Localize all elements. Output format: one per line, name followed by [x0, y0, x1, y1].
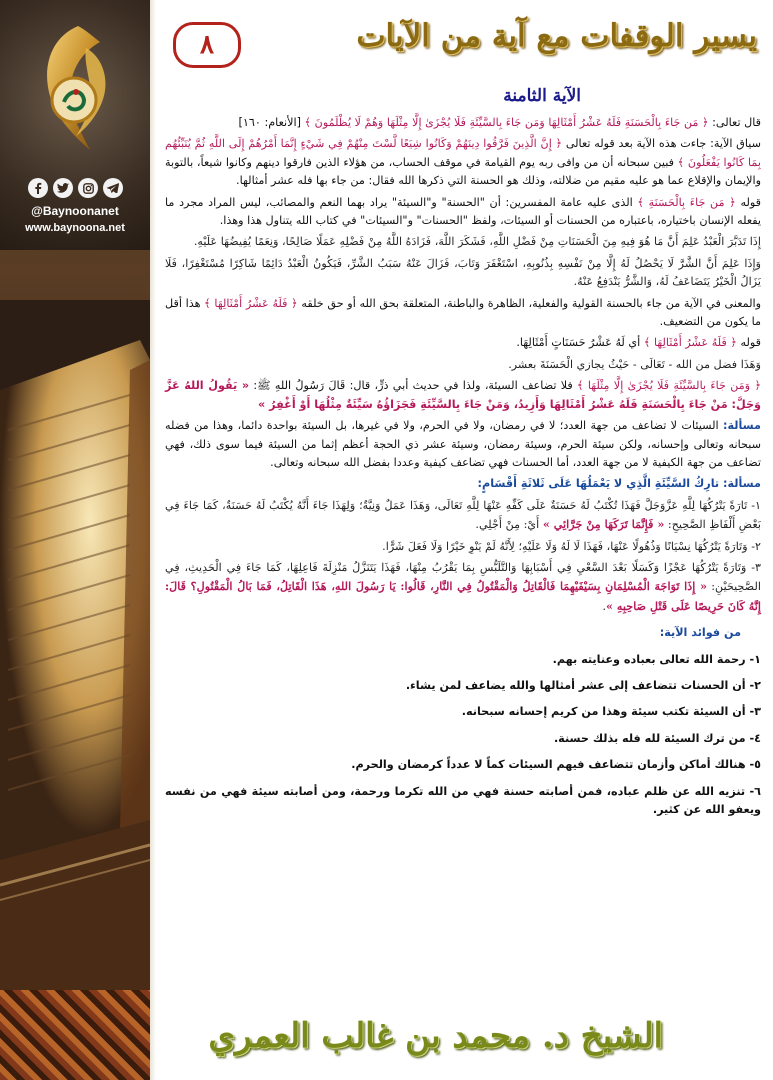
telegram-icon[interactable]: [103, 178, 123, 198]
text: قال تعالى:: [708, 116, 761, 129]
paragraph: إِذَا تَدَبَّرَ الْعَبْدُ عَلِمَ أَنَّ مَا هُوَ فِيهِ مِنَ الْحَسَنَاتِ مِنْ فَضْلِ اللَّهِ، فَشَكَرَ اللَّهَ، فَزَادَهُ اللَّهُ مِنْ فَضْلِهِ عَمَلًا صَالِحًا، وَنِعَمًا يُفِيضُهَا عَلَيْهِ.: [193, 235, 761, 249]
paragraph: [165, 497, 761, 535]
text: أَيْ: مِنْ أَجْلِي.: [475, 518, 543, 532]
website-link[interactable]: www.baynoona.net: [25, 222, 125, 234]
paragraph: [165, 417, 761, 472]
article-body: [165, 114, 761, 827]
subtitle: الآية الثامنة: [503, 86, 581, 106]
paragraph: وَإِذَا عَلِمَ أَنَّ الشَّرَّ لَا يَحْصُلُ لَهُ إِلَّا مِنْ نَفْسِهِ بِذُنُوبِهِ، اسْتَغْفَرَ وَتَابَ، فَزَالَ عَنْهُ سَبَبُ الشَّرِّ، فَيَكُونُ الْعَبْدُ دَائِمًا شَاكِرًا مُسْتَغْفِرًا، فَلَا يَزَالُ الْخَيْرُ يَتَضَاعَفُ لَهُ، وَالشَّرُّ يَنْدَفِعُ عَنْهُ.: [165, 256, 761, 289]
verse: ﴿ وَمَن جَاءَ بِالسَّيِّئَةِ فَلَا يُجْزَىٰ إِلَّا مِثْلَهَا ﴾: [577, 379, 762, 393]
text: قوله: [736, 336, 761, 350]
list-item: ٦- تنزيه الله عن ظلم عباده، فمن أصابته حسنة فهي من الله تكرما ورحمة، ومن أصابته سيئة فهي من نفسه ويعفو الله عن كثير.: [165, 784, 761, 816]
text: أي لَهُ عَشْرُ حَسَنَاتٍ أَمْثَالِهَا.: [516, 336, 644, 350]
baynoona-logo: [30, 18, 118, 158]
text: ١- تَارَةً يَتْرُكُهَا لِلَّهِ عَزَّوَجَلَّ فَهَذَا تُكْتَبُ لَهُ حَسَنَةٌ عَلَى كَفِّهِ عَنْهَا لِلَّهِ تَعَالَى، وَهَذَا عَمَلٌ وَنِيَّةٌ؛ وَلِهَذَا جَاءَ أَنَّهُ يُكْتَبُ لَهُ حَسَنَةٌ، كَمَا جَاءَ فِي بَعْضِ أَلْفَاظِ الصَّحِيحِ:: [165, 498, 761, 532]
paragraph: [165, 135, 761, 190]
verse: ﴿ مَن جَاءَ بِالْحَسَنَةِ ﴾: [637, 195, 736, 209]
verse: ﴿ إِنَّ الَّذِينَ فَرَّقُوا دِينَهُمْ وَكَانُوا شِيَعًا لَّسْتَ مِنْهُمْ فِي شَيْءٍ إِنَّمَا أَمْرُهُمْ إِلَى اللَّهِ ثُمَّ يُنَبِّئُهُم بِمَا كَانُوا يَفْعَلُونَ ﴾: [165, 137, 761, 169]
open-book-image: [0, 300, 150, 1000]
text: فلا تضاعف السيئة، ولذا في حديث أبي ذرٍّ، قال: قَالَ رَسُولُ اللهِ ﷺ:: [253, 379, 578, 393]
author-signature: الشيخ د. محمد بن غالب العمري: [208, 1016, 663, 1056]
sidebar: [0, 0, 150, 1080]
instagram-icon[interactable]: [78, 178, 98, 198]
twitter-icon[interactable]: [53, 178, 73, 198]
paragraph: [165, 295, 761, 332]
issue-label: مسألة:: [723, 419, 761, 433]
verse: ﴿ مَن جَاءَ بِالْحَسَنَةِ فَلَهُ عَشْرُ أَمْثَالِهَا وَمَن جَاءَ بِالسَّيِّئَةِ فَلَا يُجْزَىٰ إِلَّا مِثْلَهَا وَهُمْ لَا يُظْلَمُونَ ﴾: [304, 116, 709, 129]
verse-reference: [الأنعام: ١٦٠]: [238, 116, 305, 129]
main-content: [156, 0, 773, 1080]
facebook-icon[interactable]: [28, 178, 48, 198]
paragraph: [165, 377, 761, 414]
episode-number-badge: [173, 22, 241, 68]
verse: ﴿ فَلَهُ عَشْرُ أَمْثَالِهَا ﴾: [643, 336, 737, 350]
list-item: ٥- هنالك أماكن وأزمان تتضاعف فيهم السيئات كماً لا عدداً كرمضان والحرم.: [351, 758, 761, 772]
paragraph: [165, 114, 761, 132]
paragraph: وَهَذَا فضل من الله - تَعَالَى - حَيْثُ يجازي الْحَسَنَةَ بعشر.: [508, 357, 761, 371]
text: قوله: [735, 195, 762, 209]
carpet-pattern: [0, 990, 150, 1080]
benefits-heading: من فوائد الآية:: [659, 626, 741, 640]
text: .: [602, 599, 607, 613]
section-heading: مسألة: تارِكُ السَّيِّئَةِ الَّذِي لا يَعْمَلُهَا عَلَى ثَلاثَةِ أَقْسَامٍ:: [477, 477, 761, 491]
social-icons: [28, 178, 123, 198]
text: الذى عليه عامة المفسرين: أن "الحسنة" و"السيئة" يراد بهما النعم والمصائب، ليس المراد مجرد ما يفعله الإنسان باختياره، باعتباره من الحسنات أو السيئات، ولفظ "الحسنات" و"السيئات" في كتاب الله يتناول هذا وهذا.: [165, 195, 761, 228]
text: سياق الآية: جاءت هذه الآية بعد قوله تعالى: [562, 137, 761, 151]
paragraph: [165, 334, 761, 352]
verse: ﴿ فَلَهُ عَشْرُ أَمْثَالِهَا ﴾: [204, 296, 298, 310]
list-item: ٣- أن السيئة تكتب سيئة وهذا من كريم إحسانه سبحانه.: [461, 705, 761, 719]
list-item: ٤- من ترك السيئة لله فله بذلك حسنة.: [553, 731, 761, 745]
text: السيئات لا تضاعف من جهة العدد؛ لا في رمضان، ولا في الحرم، ولا في غيرها، بل السيئة بواحدة دائما، وهذا من فضله سبحانه وتعالى وإحسانه، ولكن سيئة الحرم، وسيئة رمضان، وسيئة عشر ذي الحجة أعظم إثما من السيئة فيما سوى ذلك، فهي تضاعف من جهة الكيفية لا من جهة العدد، أما الحسنات فهي تضاعف كيفية وعددا بفضل الله سبحانه وتعالى.: [165, 419, 761, 469]
paragraph: [165, 194, 761, 231]
paragraph: [165, 559, 761, 616]
text: والمعنى في الآية من جاء بالحسنة القولية والفعلية، الظاهرة والباطنة، المتعلقة بحق الله أو حق خلقه: [297, 296, 762, 310]
text: هذا أقل ما يكون من التضعيف.: [165, 296, 761, 329]
hadith: « يَقُولُ اللهُ عَزَّ وَجَلَّ: مَنْ جَاءَ بِالْحَسَنَةِ فَلَهُ عَشْرُ أَمْثَالِهَا وَأَزِيدُ، وَمَنْ جَاءَ بِالسَّيِّئَةِ فَجَزَاؤُهُ سَيِّئَةٌ مِثْلُهَا أَوْ أَغْفِرُ »: [165, 379, 761, 411]
list-item: ٢- أن الحسنات تتضاعف إلى عشر أمثالها والله يضاعف لمن يشاء.: [405, 678, 761, 692]
episode-number: ٨: [200, 30, 214, 60]
hadith: « فَإِنَّمَا تَرَكَهَا مِنْ جَرَّائِي »: [542, 517, 665, 532]
list-item: ١- رحمة الله تعالى بعباده وعنايته بهم.: [552, 652, 761, 666]
paragraph: ٢- وَتَارَةً يَتْرُكُهَا نِسْيَانًا وَذُهُولًا عَنْهَا، فَهَذَا لَا لَهُ وَلَا عَلَيْهِ؛ لِأَنَّهُ لَمْ يَنْوِ خَيْرًا وَلَا فَعَلَ شَرًّا.: [382, 539, 761, 553]
header: [167, 14, 757, 74]
hadith: « إِذَا تَوَاجَهَ الْمُسْلِمَانِ بِسَيْفَيْهِمَا فَالْقَاتِلُ وَالْمَقْتُولُ فِي النَّارِ، قَالُوا: يَا رَسُولَ اللهِ، هَذَا الْقَاتِلُ، فَمَا بَالُ الْمَقْتُولِ؟ قَالَ: إِنَّهُ كَانَ حَرِيصًا عَلَى قَتْلِ صَاحِبِهِ »: [165, 579, 761, 613]
text: فبين سبحانه أن من وافى ربه يوم القيامة في موقف الحساب، من هؤلاء الذين فارقوا دينهم وكانوا شيعاً، بالتوبة والإيمان والإقلاع عما هو عليه مقيم من ضلالته، وذلك هو الحسنة التي ذكرها الله فقال: من جاء بها فله عشر أمثالها.: [165, 155, 761, 188]
social-handle[interactable]: @Baynoonanet: [31, 204, 119, 218]
text: ٣- وَتَارَةً يَتْرُكُهَا عَجْزًا وَكَسَلًا بَعْدَ السَّعْيِ فِي أَسْبَابِهَا وَالتَّلَبُّسِ بِمَا يَقْرُبُ مِنْهَا، فَهَذَا يَتَنَزَّلُ مَنْزِلَةَ فَاعِلِهَا، كَمَا جَاءَ فِي الْحَدِيثِ، فِي الصَّحِيحَيْنِ:: [165, 560, 761, 594]
page-title: يسير الوقفات مع آية من الآيات: [356, 18, 757, 54]
